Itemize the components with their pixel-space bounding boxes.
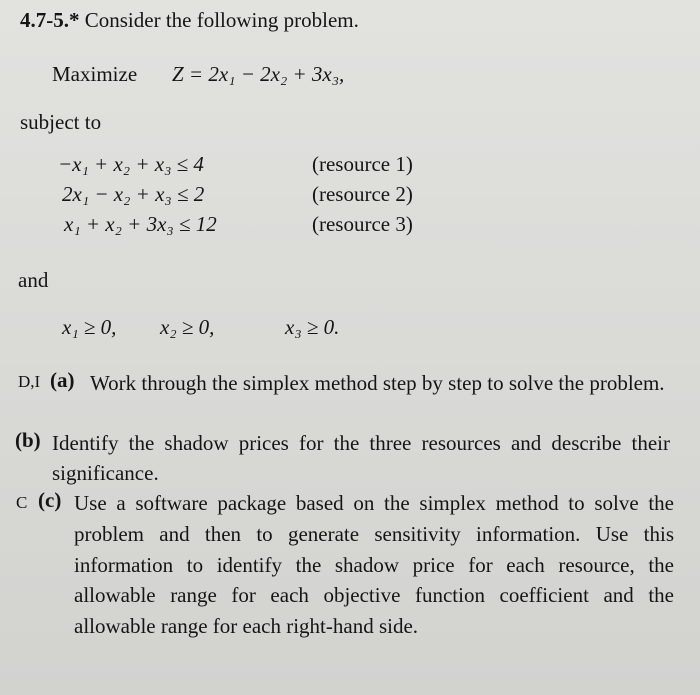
subject-to-label: subject to	[20, 110, 102, 134]
constraint-2: 2x₁ − x₂ + x₃ ≤ 2	[62, 182, 205, 206]
constraint-2-tag: (resource 2)	[312, 182, 413, 206]
nonneg-x2: x₂ ≥ 0,	[160, 315, 215, 339]
objective-function: Z = 2x₁ − 2x₂ + 3x₃,	[172, 62, 345, 86]
problem-header	[20, 8, 359, 33]
constraint-3: x₁ + x₂ + 3x₃ ≤ 12	[64, 212, 217, 236]
constraint-1: −x₁ + x₂ + x₃ ≤ 4	[58, 152, 204, 176]
and-label: and	[18, 268, 49, 292]
constraint-3-tag: (resource 3)	[312, 212, 413, 236]
part-a-text: Work through the simplex method step by step to solve the problem.	[90, 371, 665, 395]
part-a-label: (a)	[50, 368, 75, 392]
nonneg-x1: x₁ ≥ 0,	[62, 315, 117, 339]
problem-intro: Consider the following problem.	[84, 8, 359, 32]
objective-label: Maximize	[52, 62, 138, 86]
part-b-text: Identify the shadow prices for the three resources and describe their significance.	[52, 431, 670, 485]
part-c-label: (c)	[38, 488, 62, 512]
part-b-label: (b)	[15, 428, 41, 452]
part-a-tag: D,I	[18, 372, 41, 391]
part-c-tag: C	[16, 493, 28, 512]
nonneg-x3: x₃ ≥ 0.	[285, 315, 340, 339]
part-c-text: Use a software package based on the simplex method to solve the problem and then to generate sensitivity information. Use this information to identify the shadow price for each resource, the allowable range for each objective function coefficient and the allowable range for each right-hand side.	[74, 491, 674, 639]
problem-number: 4.7-5.*	[20, 8, 80, 32]
constraint-1-tag: (resource 1)	[312, 152, 413, 176]
